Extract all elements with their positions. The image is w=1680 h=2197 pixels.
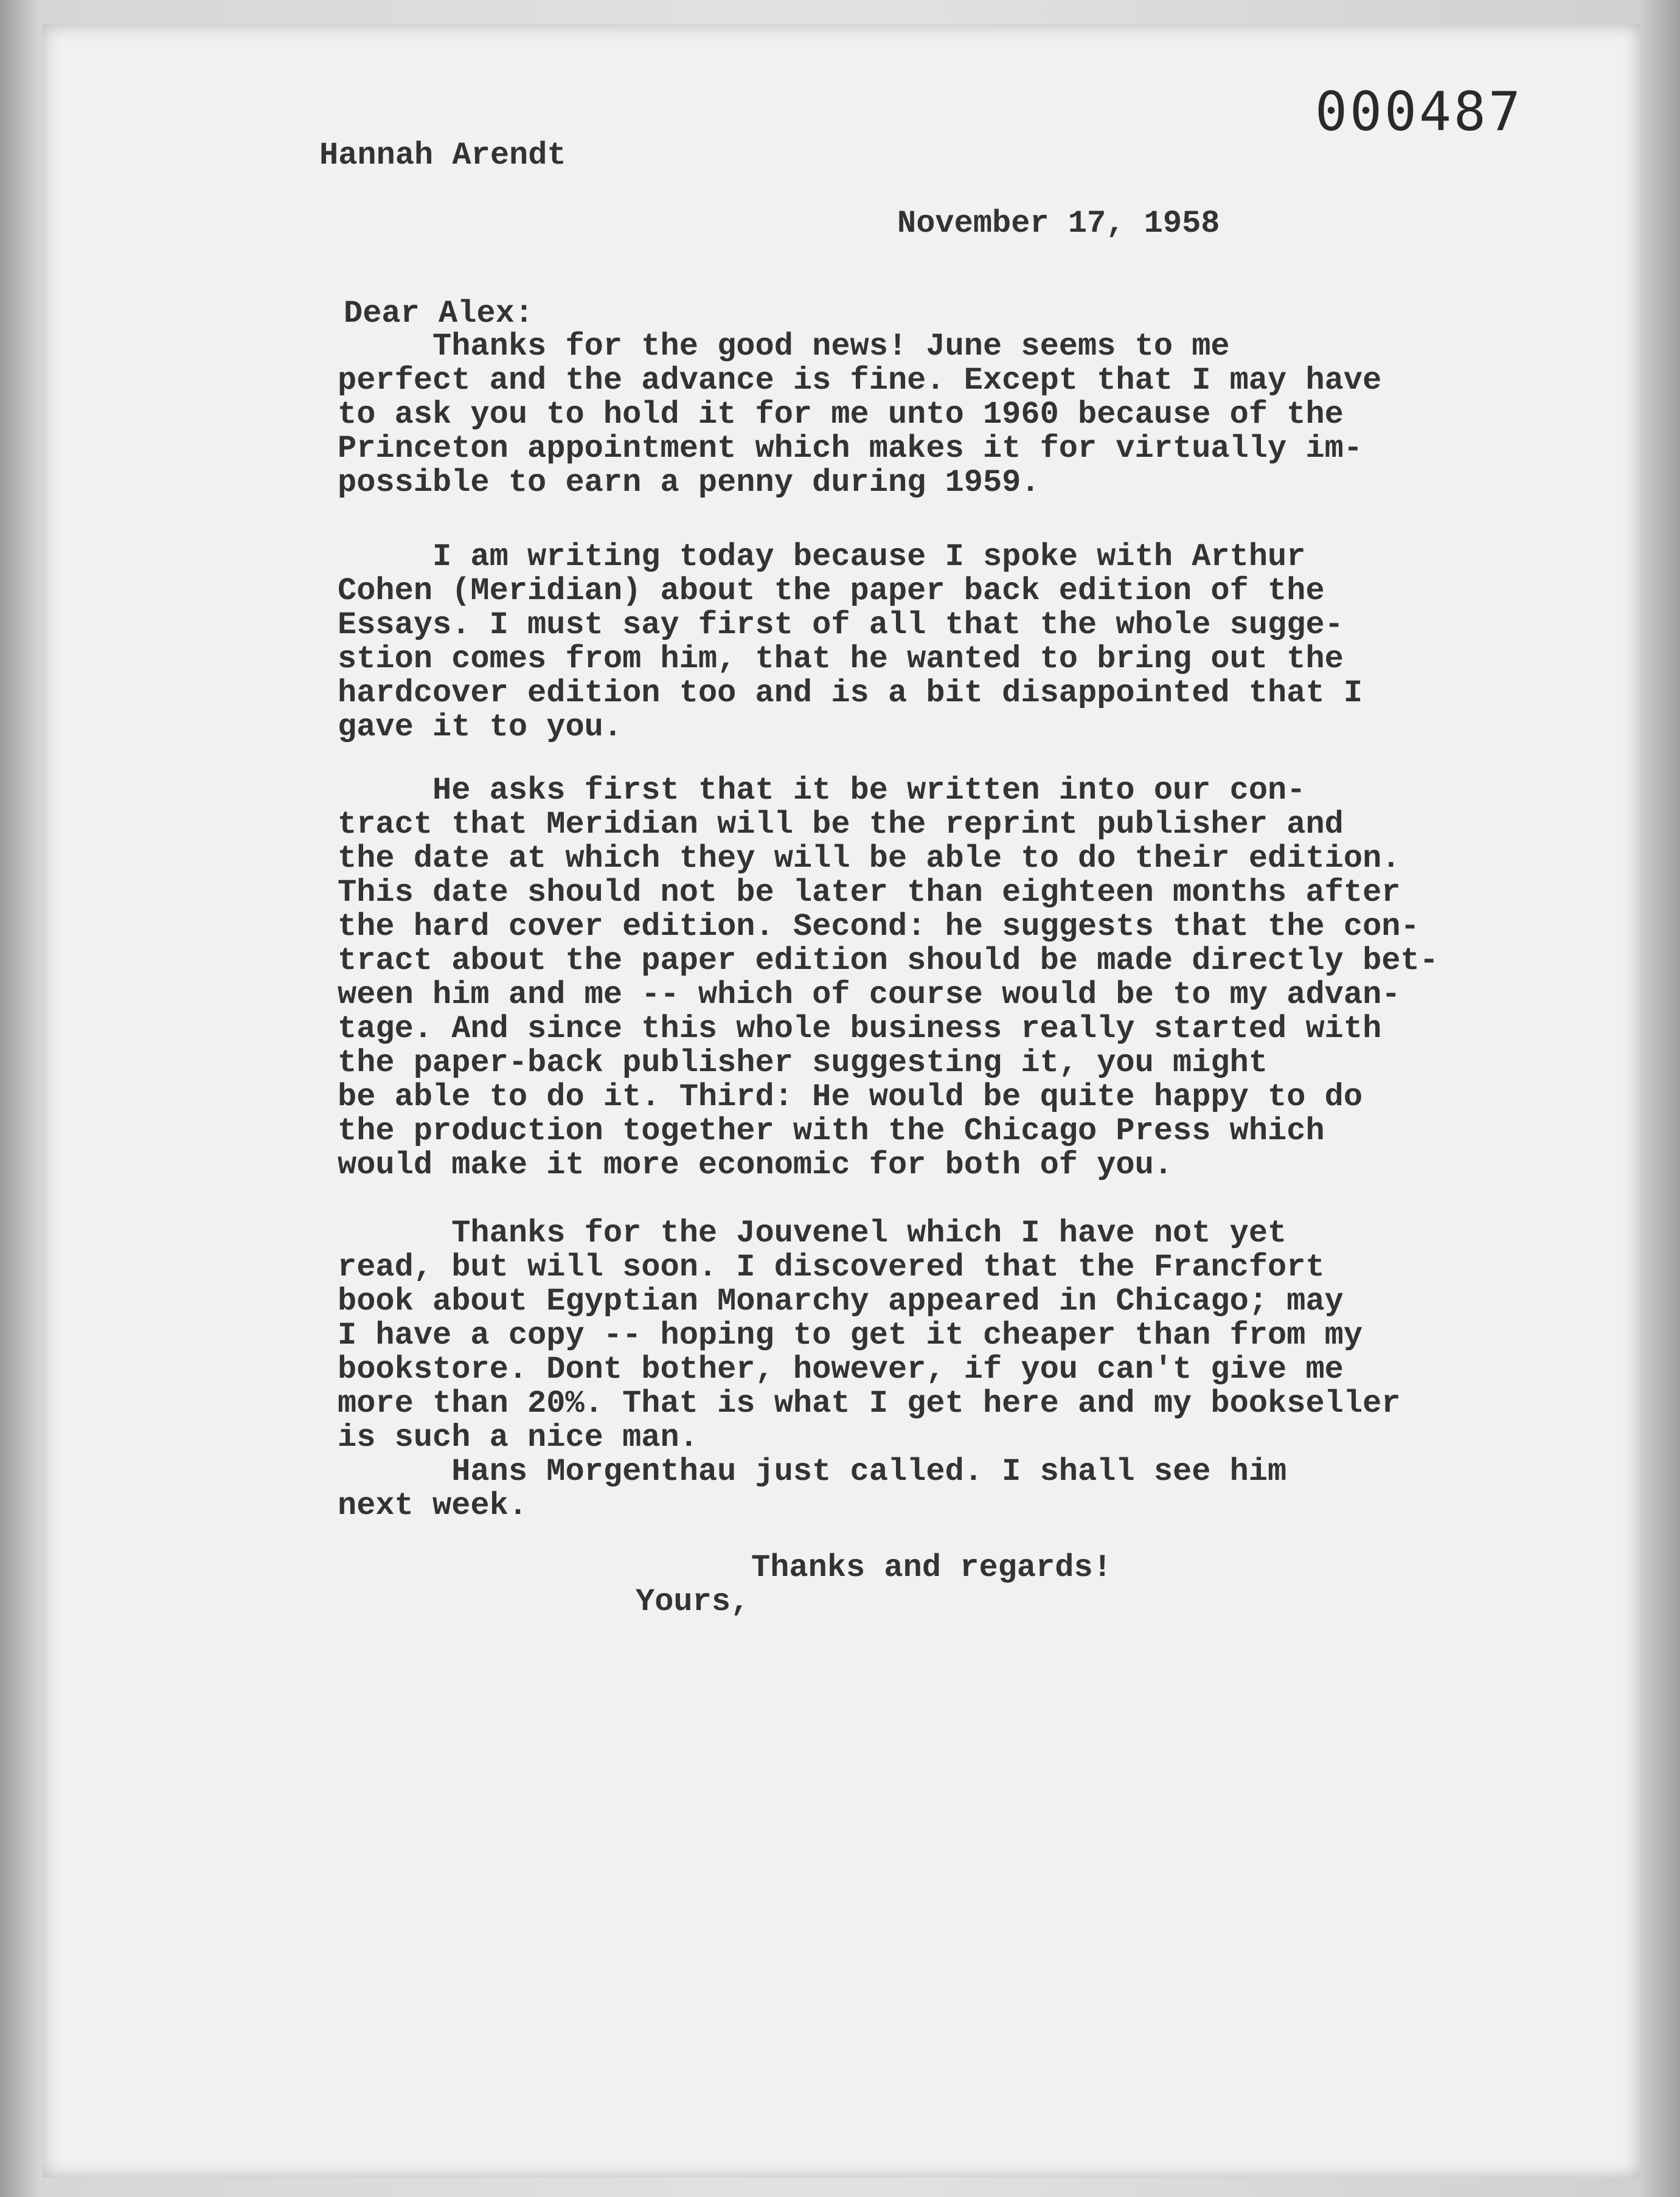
letter-date: November 17, 1958 (897, 206, 1220, 241)
body-line: book about Egyptian Monarchy appeared in Chicago; may (338, 1283, 1344, 1319)
body-line: is such a nice man. (338, 1420, 698, 1456)
body-line: I have a copy -- hoping to get it cheaper than from my (338, 1317, 1363, 1353)
body-line: gave it to you. (338, 709, 623, 745)
body-line: This date should not be later than eighteen months after (338, 875, 1401, 911)
body-line: the hard cover edition. Second: he suggests that the con- (338, 909, 1420, 945)
body-line: the date at which they will be able to do their edition. (338, 841, 1401, 876)
body-line: more than 20%. That is what I get here and my bookseller (338, 1386, 1401, 1421)
body-line: He asks first that it be written into our con- (338, 772, 1306, 808)
header-name: Hannah Arendt (319, 137, 566, 173)
body-line: be able to do it. Third: He would be quite happy to do (338, 1079, 1363, 1115)
body-line: ween him and me -- which of course would be to my advan- (338, 977, 1401, 1013)
body-line: bookstore. Dont bother, however, if you can't give me (338, 1352, 1344, 1387)
body-line: read, but will soon. I discovered that the Francfort (338, 1249, 1325, 1285)
body-line: tage. And since this whole business really started with (338, 1011, 1382, 1047)
body-line: hardcover edition too and is a bit disappointed that I (338, 675, 1363, 711)
body-line: next week. (338, 1488, 528, 1524)
archive-stamp-number: 000487 (1315, 80, 1523, 143)
body-line: possible to earn a penny during 1959. (338, 465, 1040, 501)
salutation: Dear Alex: (344, 296, 534, 331)
body-line: Essays. I must say first of all that the whole sugge- (338, 607, 1344, 643)
valediction: Yours, (636, 1584, 750, 1620)
body-line: would make it more economic for both of you. (338, 1147, 1173, 1183)
body-line: Hans Morgenthau just called. I shall see him (338, 1454, 1287, 1490)
body-line: Thanks for the good news! June seems to me (338, 328, 1230, 364)
closing-line: Thanks and regards! (751, 1550, 1112, 1586)
body-line: stion comes from him, that he wanted to bring out the (338, 641, 1344, 677)
body-line: the production together with the Chicago Press which (338, 1113, 1325, 1149)
body-line: Cohen (Meridian) about the paper back edition of the (338, 573, 1325, 609)
body-line: Princeton appointment which makes it for virtually im- (338, 431, 1363, 467)
body-line: perfect and the advance is fine. Except that I may have (338, 363, 1382, 398)
body-line: Thanks for the Jouvenel which I have not yet (338, 1215, 1287, 1251)
body-line: tract about the paper edition should be made directly bet- (338, 943, 1439, 979)
body-line: I am writing today because I spoke with Arthur (338, 539, 1306, 575)
body-line: the paper-back publisher suggesting it, you might (338, 1045, 1268, 1081)
letter-page (43, 24, 1640, 2178)
body-line: tract that Meridian will be the reprint publisher and (338, 807, 1344, 842)
body-line: to ask you to hold it for me unto 1960 because of the (338, 397, 1344, 432)
